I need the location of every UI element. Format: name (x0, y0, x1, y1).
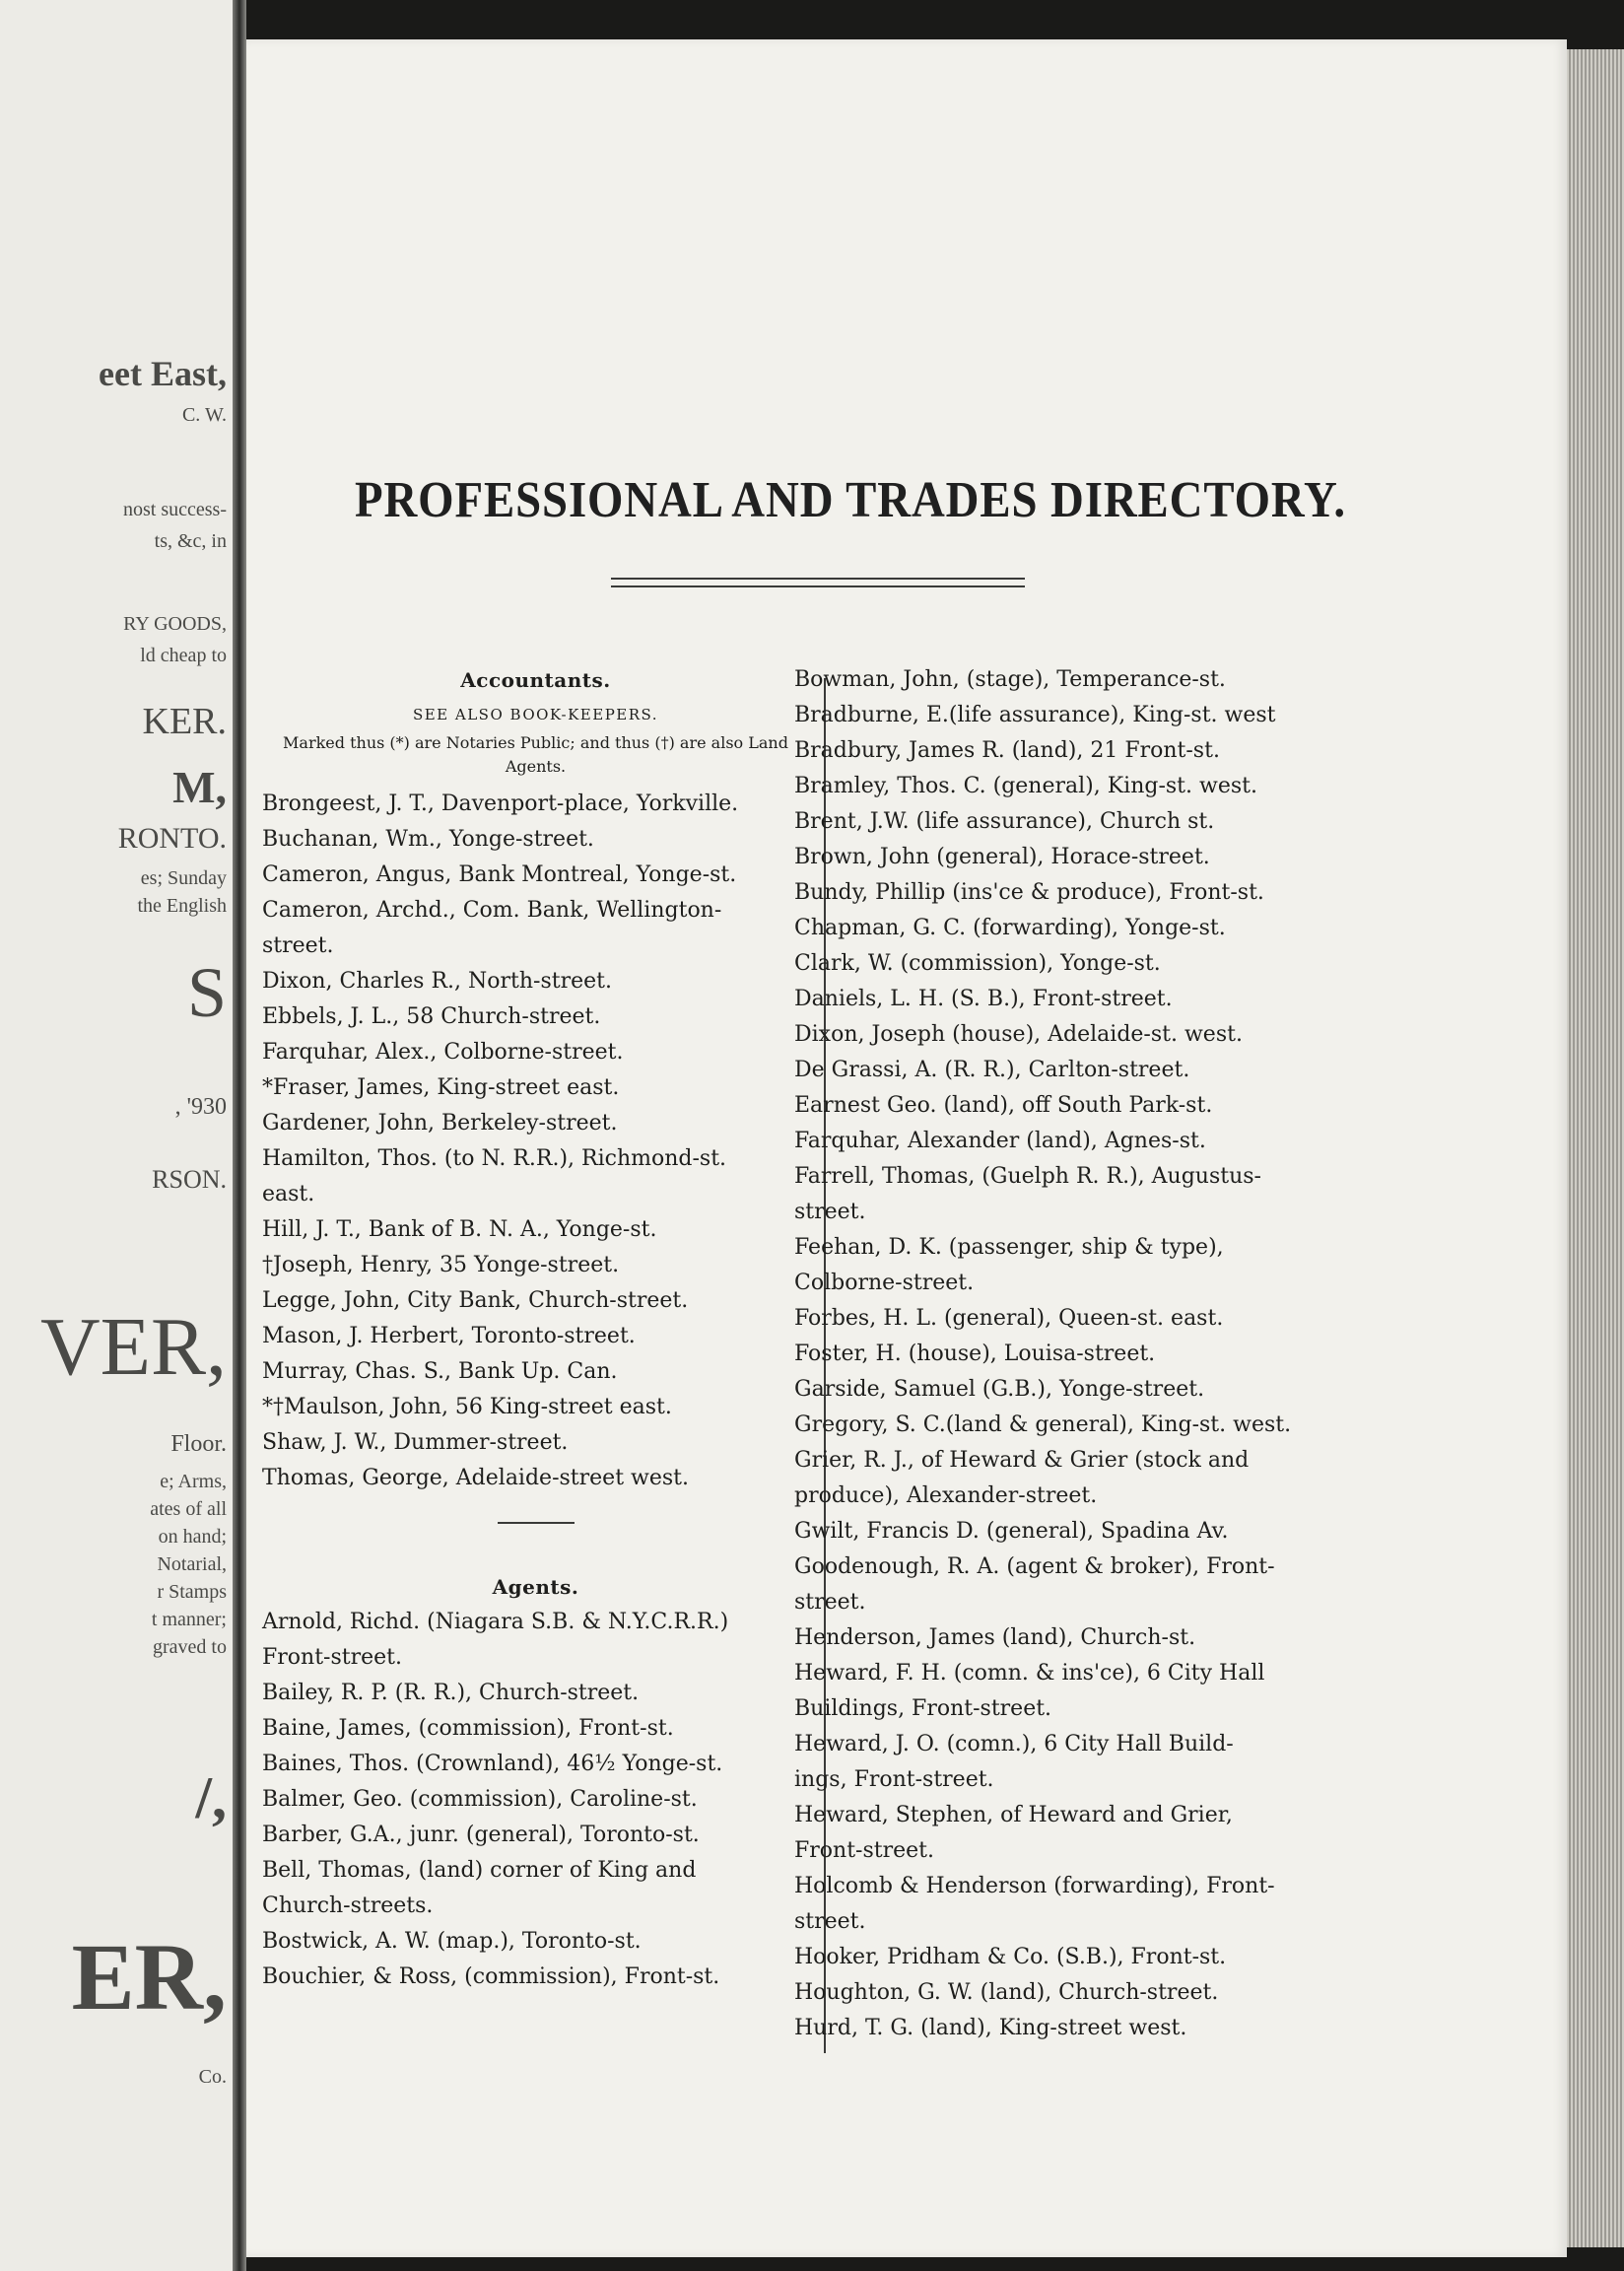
directory-entry (794, 662, 1346, 698)
left-page-fragment: ld cheap to (140, 645, 227, 666)
entry-text: Buchanan, Wm., Yonge-street. (262, 827, 594, 852)
entry-text: Bowman, John, (stage), Temperance-st. (794, 667, 1226, 692)
left-page-fragment: VER, (40, 1301, 227, 1393)
left-page (0, 0, 233, 2271)
directory-entry (794, 875, 1346, 911)
entry-text: *†Maulson, John, 56 King-street east. (262, 1395, 672, 1419)
left-page-fragment: Co. (198, 2066, 227, 2088)
title-rule-top (611, 578, 1025, 580)
directory-entry (262, 893, 809, 964)
entry-text: Bradbury, James R. (land), 21 Front-st. (794, 738, 1220, 763)
left-page-fragment: e; Arms, (160, 1471, 227, 1492)
entry-continuation: Buildings, Front-street. (794, 1696, 1052, 1721)
entry-text: Mason, J. Herbert, Toronto-street. (262, 1324, 636, 1348)
entry-text: Clark, W. (commission), Yonge-st. (794, 951, 1161, 976)
directory-entry (794, 1372, 1346, 1408)
left-page-fragment: Notarial, (157, 1553, 227, 1575)
directory-entry (794, 1337, 1346, 1372)
directory-entry (262, 1818, 809, 1853)
left-page-fragment: RY GOODS, (123, 613, 227, 635)
entry-continuation: Colborne-street. (794, 1271, 975, 1295)
left-column (262, 662, 809, 1995)
directory-entry (794, 1088, 1346, 1124)
agents-list-right (794, 662, 1346, 2046)
left-page-fragment: t manner; (151, 1609, 227, 1630)
directory-entry (794, 1869, 1346, 1940)
directory-entry (794, 733, 1346, 769)
entry-continuation: Front-street. (262, 1645, 402, 1670)
directory-entry (794, 1124, 1346, 1159)
agents-heading: Agents. (492, 1575, 579, 1599)
entry-text: †Joseph, Henry, 35 Yonge-street. (262, 1253, 620, 1277)
directory-entry (262, 1605, 809, 1676)
directory-entry (794, 1017, 1346, 1053)
directory-entry (794, 1656, 1346, 1727)
entry-text: Bundy, Phillip (ins'ce & produce), Front-st. (794, 880, 1264, 905)
entry-text: Heward, F. H. (comn. & ins'ce), 6 City Hall (794, 1661, 1265, 1686)
entry-text: Heward, J. O. (comn.), 6 City Hall Build- (794, 1732, 1234, 1756)
entry-text: Bouchier, & Ross, (commission), Front-st. (262, 1964, 720, 1989)
directory-entry (262, 1390, 809, 1425)
directory-entry (794, 1443, 1346, 1514)
directory-entry (262, 1248, 809, 1283)
entry-text: Garside, Samuel (G.B.), Yonge-street. (794, 1377, 1205, 1402)
entry-text: Hooker, Pridham & Co. (S.B.), Front-st. (794, 1945, 1227, 1969)
left-page-fragment: S (186, 953, 227, 1032)
section-divider (498, 1522, 575, 1524)
entry-text: Heward, Stephen, of Heward and Grier, (794, 1803, 1233, 1827)
entry-text: Bostwick, A. W. (map.), Toronto-st. (262, 1929, 642, 1954)
entry-text: Bradburne, E.(life assurance), King-st. west (794, 703, 1276, 727)
entry-text: Hamilton, Thos. (to N. R.R.), Richmond-st. (262, 1146, 727, 1171)
directory-entry (794, 1727, 1346, 1798)
entry-text: Legge, John, City Bank, Church-street. (262, 1288, 689, 1313)
directory-entry (262, 1960, 809, 1995)
entry-text: Gwilt, Francis D. (general), Spadina Av. (794, 1519, 1229, 1544)
directory-entry (262, 1711, 809, 1747)
directory-entry (794, 1940, 1346, 1975)
entry-text: Cameron, Angus, Bank Montreal, Yonge-st. (262, 862, 737, 887)
directory-entry (262, 787, 809, 822)
entry-text: Forbes, H. L. (general), Queen-st. east. (794, 1306, 1224, 1331)
directory-entry (794, 982, 1346, 1017)
entry-text: Balmer, Geo. (commission), Caroline-st. (262, 1787, 698, 1812)
left-page-fragment: graved to (153, 1636, 227, 1658)
page-edge (1567, 49, 1624, 2247)
entry-text: Ebbels, J. L., 58 Church-street. (262, 1004, 601, 1029)
directory-entry (794, 804, 1346, 840)
left-page-fragment: es; Sunday (140, 867, 227, 889)
directory-entry (262, 1106, 809, 1141)
left-page-fragment: , '930 (174, 1094, 227, 1120)
left-page-fragment: ER, (71, 1924, 227, 2030)
entry-text: Brown, John (general), Horace-street. (794, 845, 1210, 869)
directory-entry (794, 840, 1346, 875)
entry-text: De Grassi, A. (R. R.), Carlton-street. (794, 1058, 1190, 1082)
directory-entry (794, 1053, 1346, 1088)
entry-text: Farquhar, Alex., Colborne-street. (262, 1040, 624, 1065)
left-page-fragment: C. W. (181, 404, 227, 426)
directory-entry (794, 1230, 1346, 1301)
directory-entry (794, 1159, 1346, 1230)
entry-text: Bramley, Thos. C. (general), King-st. west. (794, 774, 1257, 798)
directory-entry (794, 1798, 1346, 1869)
marking-note: Marked thus (*) are Notaries Public; and thus (†) are also Land Agents. (283, 733, 788, 776)
left-page-fragment: RSON. (152, 1165, 227, 1194)
entry-text: Feehan, D. K. (passenger, ship & type), (794, 1235, 1224, 1260)
entry-text: Brent, J.W. (life assurance), Church st. (794, 809, 1215, 834)
left-page-fragment: M, (172, 762, 227, 812)
entry-text: Houghton, G. W. (land), Church-street. (794, 1980, 1219, 2005)
directory-entry (262, 822, 809, 858)
left-page-fragment: ates of all (150, 1498, 227, 1520)
entry-text: Gregory, S. C.(land & general), King-st. west. (794, 1412, 1292, 1437)
see-also-note: SEE ALSO BOOK-KEEPERS. (412, 706, 659, 723)
directory-entry (262, 1141, 809, 1212)
page-title: PROFESSIONAL AND TRADES DIRECTORY. (355, 472, 1346, 528)
entry-text: Holcomb & Henderson (forwarding), Front- (794, 1874, 1275, 1898)
directory-entry (794, 698, 1346, 733)
entry-continuation: ings, Front-street. (794, 1767, 994, 1792)
entry-text: Thomas, George, Adelaide-street west. (262, 1466, 689, 1490)
entry-text: Gardener, John, Berkeley-street. (262, 1111, 618, 1136)
directory-entry (262, 1853, 809, 1924)
entry-text: Arnold, Richd. (Niagara S.B. & N.Y.C.R.R.) (262, 1610, 729, 1634)
entry-text: Farrell, Thomas, (Guelph R. R.), Augustus- (794, 1164, 1261, 1189)
left-page-fragment: KER. (142, 701, 227, 742)
directory-entry (794, 946, 1346, 982)
entry-text: Baines, Thos. (Crownland), 46½ Yonge-st. (262, 1752, 723, 1776)
entry-continuation: street. (794, 1200, 866, 1224)
entry-text: *Fraser, James, King-street east. (262, 1075, 620, 1100)
left-page-fragment: nost success- (123, 499, 227, 520)
left-page-fragment: ts, &c, in (154, 530, 227, 552)
entry-text: Chapman, G. C. (forwarding), Yonge-st. (794, 916, 1226, 940)
entry-text: Farquhar, Alexander (land), Agnes-st. (794, 1129, 1206, 1153)
directory-entry (262, 1354, 809, 1390)
agents-list-left (262, 1605, 809, 1995)
entry-continuation: produce), Alexander-street. (794, 1483, 1098, 1508)
entry-continuation: east. (262, 1182, 315, 1206)
directory-entry (262, 1283, 809, 1319)
entry-continuation: Church-streets. (262, 1893, 434, 1918)
directory-entry (262, 1782, 809, 1818)
book-gutter (233, 0, 246, 2271)
directory-entry (262, 1747, 809, 1782)
left-page-fragment: r Stamps (157, 1581, 227, 1603)
entry-text: Henderson, James (land), Church-st. (794, 1625, 1196, 1650)
directory-entry (794, 1408, 1346, 1443)
directory-entry (794, 1301, 1346, 1337)
entry-text: Foster, H. (house), Louisa-street. (794, 1342, 1156, 1366)
entry-text: Baine, James, (commission), Front-st. (262, 1716, 674, 1741)
directory-entry (794, 769, 1346, 804)
entry-text: Hurd, T. G. (land), King-street west. (794, 2016, 1187, 2040)
entry-text: Barber, G.A., junr. (general), Toronto-st. (262, 1823, 700, 1847)
directory-entry (794, 911, 1346, 946)
directory-entry (794, 1975, 1346, 2011)
left-page-fragment: RONTO. (117, 822, 227, 855)
directory-entry (794, 1549, 1346, 1620)
directory-entry (262, 1425, 809, 1461)
entry-text: Bailey, R. P. (R. R.), Church-street. (262, 1681, 640, 1705)
accountants-heading: Accountants. (460, 668, 611, 692)
directory-entry (794, 2011, 1346, 2046)
directory-entry (262, 1212, 809, 1248)
entry-text: Goodenough, R. A. (agent & broker), Front- (794, 1554, 1275, 1579)
left-page-fragment: Floor. (170, 1431, 227, 1457)
directory-entry (262, 964, 809, 999)
entry-text: Shaw, J. W., Dummer-street. (262, 1430, 569, 1455)
entry-text: Earnest Geo. (land), off South Park-st. (794, 1093, 1213, 1118)
accountants-list (262, 787, 809, 1496)
entry-continuation: Front-street. (794, 1838, 934, 1863)
entry-text: Cameron, Archd., Com. Bank, Wellington- (262, 898, 722, 923)
directory-entry (794, 1620, 1346, 1656)
entry-text: Hill, J. T., Bank of B. N. A., Yonge-st. (262, 1217, 657, 1242)
entry-continuation: street. (262, 933, 334, 958)
directory-entry (262, 1676, 809, 1711)
left-page-fragment: eet East, (99, 354, 227, 393)
directory-entry (262, 1070, 809, 1106)
left-page-fragment: /, (195, 1765, 227, 1830)
entry-text: Grier, R. J., of Heward & Grier (stock and (794, 1448, 1250, 1473)
directory-entry (262, 1035, 809, 1070)
entry-continuation: street. (794, 1590, 866, 1615)
entry-continuation: street. (794, 1909, 866, 1934)
entry-text: Bell, Thomas, (land) corner of King and (262, 1858, 697, 1883)
left-page-fragment: the English (137, 895, 227, 917)
directory-entry (262, 1461, 809, 1496)
entry-text: Brongeest, J. T., Davenport-place, Yorkville. (262, 791, 739, 816)
right-column (794, 662, 1346, 2046)
entry-text: Daniels, L. H. (S. B.), Front-street. (794, 987, 1173, 1011)
directory-entry (262, 1319, 809, 1354)
left-page-fragment: on hand; (158, 1526, 227, 1548)
directory-entry (262, 1924, 809, 1960)
entry-text: Dixon, Joseph (house), Adelaide-st. west. (794, 1022, 1243, 1047)
directory-entry (794, 1514, 1346, 1549)
entry-text: Murray, Chas. S., Bank Up. Can. (262, 1359, 618, 1384)
entry-text: Dixon, Charles R., North-street. (262, 969, 612, 994)
title-rule-bottom (611, 585, 1025, 587)
directory-entry (262, 858, 809, 893)
directory-entry (262, 999, 809, 1035)
